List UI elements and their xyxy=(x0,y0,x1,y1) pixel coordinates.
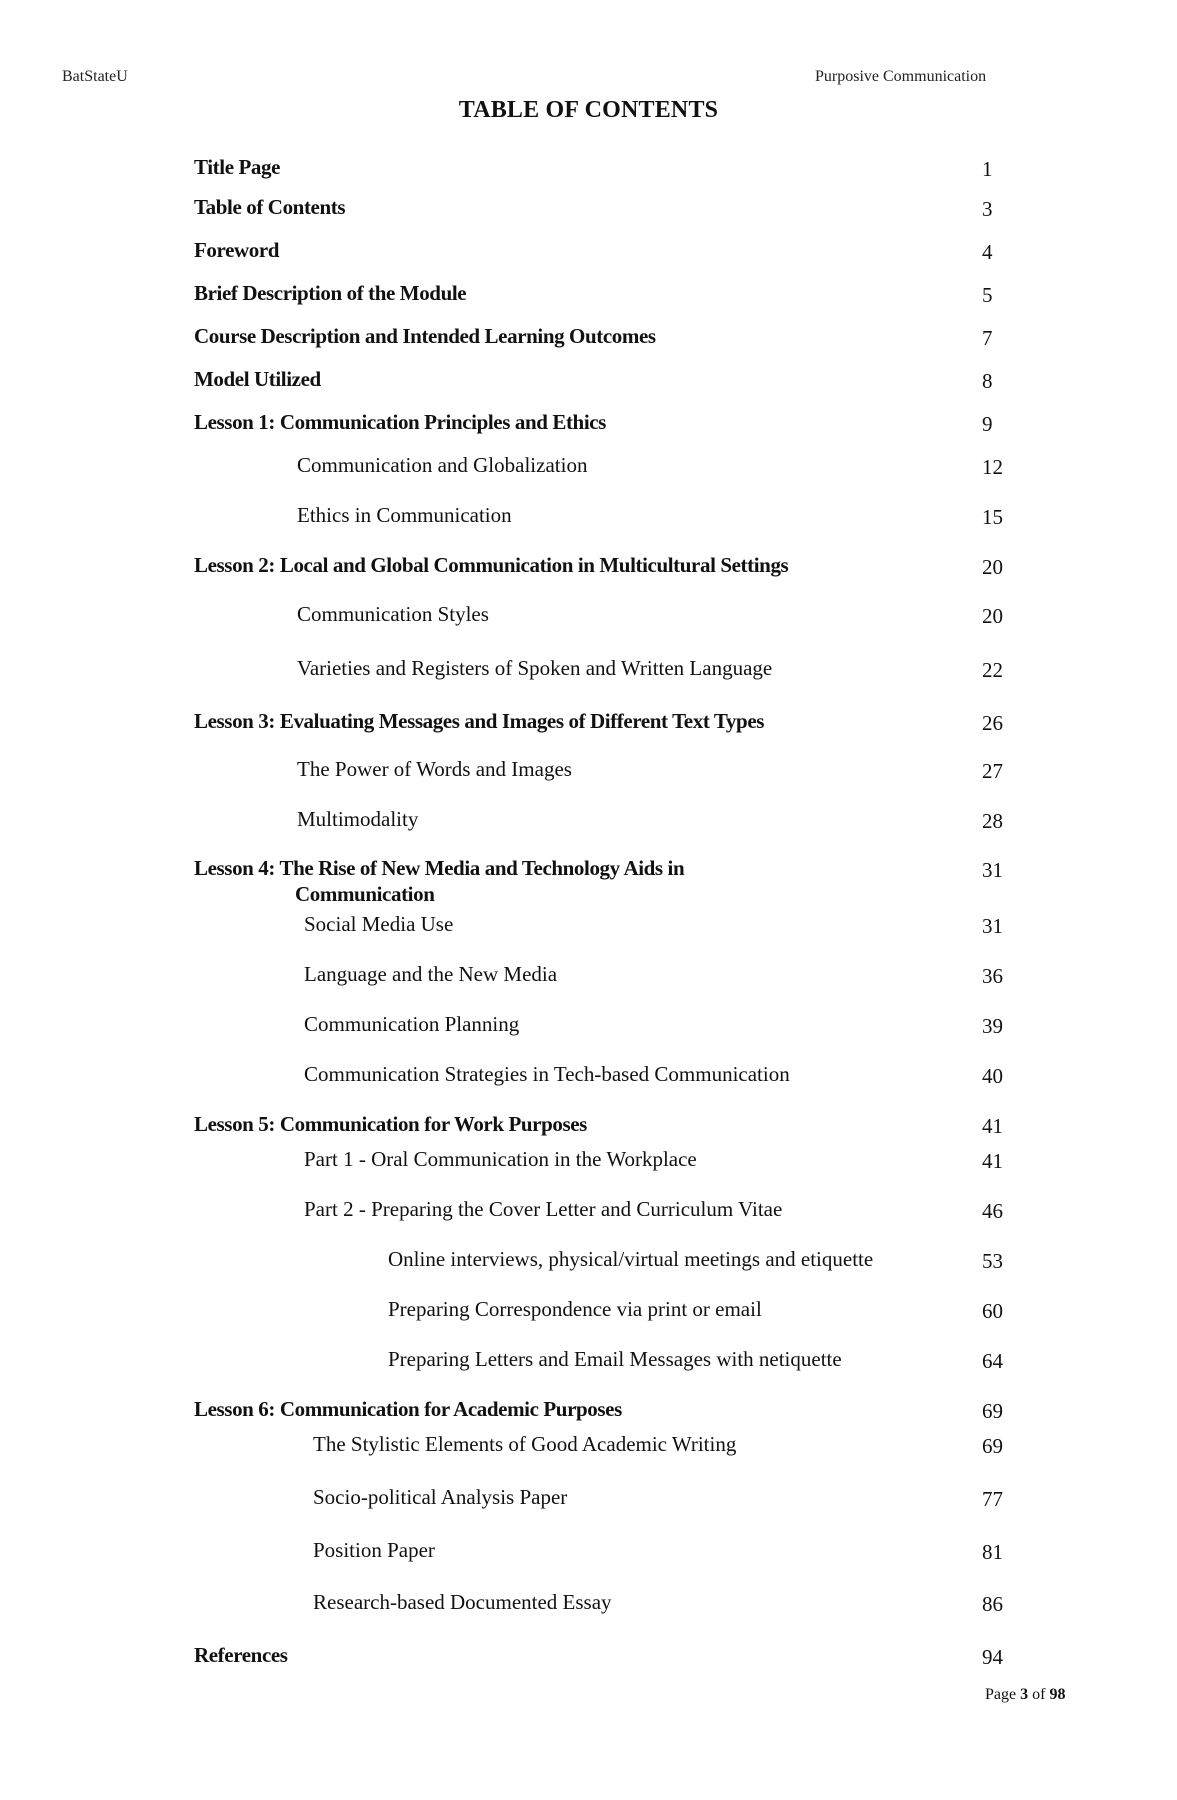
toc-entry-label: Foreword xyxy=(194,238,280,262)
page-title: TABLE OF CONTENTS xyxy=(458,97,719,123)
toc-entry-page: 39 xyxy=(982,1014,1003,1038)
toc-entry-label: Course Description and Intended Learning Outcomes xyxy=(194,324,656,348)
toc-entry-page: 86 xyxy=(982,1592,1003,1616)
toc-entry-page: 3 xyxy=(982,197,993,221)
toc-subentry[interactable] xyxy=(0,1589,1177,1619)
toc-entry-course-description[interactable] xyxy=(0,323,1177,353)
toc-entry-label: Varieties and Registers of Spoken and Written Language xyxy=(297,656,773,680)
toc-entry-page: 28 xyxy=(982,809,1003,833)
toc-subentry[interactable] xyxy=(0,452,1177,482)
toc-entry-page: 22 xyxy=(982,658,1003,682)
toc-entry-lesson-6[interactable] xyxy=(0,1396,1177,1426)
page-total: 98 xyxy=(1049,1686,1066,1703)
toc-entry-label: Research-based Documented Essay xyxy=(313,1590,612,1614)
toc-entry-page: 1 xyxy=(982,157,993,181)
toc-entry-label: The Power of Words and Images xyxy=(297,757,572,781)
page-label: Page xyxy=(985,1686,1017,1703)
toc-entry-page: 27 xyxy=(982,759,1003,783)
toc-subsubentry[interactable] xyxy=(0,1296,1177,1326)
toc-entry-label: Communication Styles xyxy=(297,602,489,626)
toc-entry-title-page[interactable] xyxy=(0,154,1177,184)
toc-entry-page: 5 xyxy=(982,283,993,307)
toc-entry-label: Lesson 3: Evaluating Messages and Images of Different Text Types xyxy=(194,709,765,733)
toc-entry-label: Table of Contents xyxy=(194,195,346,219)
toc-subentry[interactable] xyxy=(0,1484,1177,1514)
toc-entry-label: Communication and Globalization xyxy=(297,453,588,477)
header-right: Purposive Communication xyxy=(815,68,987,85)
toc-entry-label: Part 1 - Oral Communication in the Workplace xyxy=(304,1147,697,1171)
toc-entry-label: Social Media Use xyxy=(304,912,454,936)
toc-entry-foreword[interactable] xyxy=(0,237,1177,267)
toc-entry-page: 41 xyxy=(982,1149,1003,1173)
toc-entry-page: 53 xyxy=(982,1249,1003,1273)
toc-entry-label: Lesson 5: Communication for Work Purposes xyxy=(194,1112,587,1136)
toc-entry-lesson-5[interactable] xyxy=(0,1111,1177,1141)
toc-entry-table-of-contents[interactable] xyxy=(0,194,1177,224)
toc-entry-page: 69 xyxy=(982,1399,1003,1423)
toc-entry-label: Communication Planning xyxy=(304,1012,520,1036)
toc-entry-page: 8 xyxy=(982,369,993,393)
toc-entry-label: References xyxy=(194,1643,288,1667)
toc-entry-lesson-1[interactable] xyxy=(0,409,1177,439)
toc-entry-page: 9 xyxy=(982,412,993,436)
toc-entry-page: 60 xyxy=(982,1299,1003,1323)
toc-entry-page: 77 xyxy=(982,1487,1003,1511)
toc-entry-label: Preparing Correspondence via print or email xyxy=(388,1297,762,1321)
toc-entry-page: 46 xyxy=(982,1199,1003,1223)
toc-subentry[interactable] xyxy=(0,756,1177,786)
toc-entry-label: The Stylistic Elements of Good Academic Writing xyxy=(313,1432,737,1456)
page-number-footer xyxy=(985,1686,1065,1704)
toc-entry-label: Lesson 1: Communication Principles and Ethics xyxy=(194,410,606,434)
toc-entry-label: Multimodality xyxy=(297,807,419,831)
toc-entry-page: 40 xyxy=(982,1064,1003,1088)
page-of: of xyxy=(1032,1686,1046,1703)
toc-subentry[interactable] xyxy=(0,1537,1177,1567)
toc-subentry[interactable] xyxy=(0,1196,1177,1226)
toc-subentry[interactable] xyxy=(0,502,1177,532)
toc-entry-label: Language and the New Media xyxy=(304,962,558,986)
toc-entry-label: Communication Strategies in Tech-based Communication xyxy=(304,1062,790,1086)
toc-subentry[interactable] xyxy=(0,1061,1177,1091)
toc-entry-label: Position Paper xyxy=(313,1538,435,1562)
toc-entry-page: 31 xyxy=(982,858,1003,882)
toc-subentry[interactable] xyxy=(0,601,1177,631)
toc-subentry[interactable] xyxy=(0,806,1177,836)
toc-entry-page: 69 xyxy=(982,1434,1003,1458)
toc-subentry[interactable] xyxy=(0,655,1177,685)
toc-subsubentry[interactable] xyxy=(0,1346,1177,1376)
toc-entry-page: 4 xyxy=(982,240,993,264)
toc-entry-lesson-4[interactable] xyxy=(0,855,1177,906)
toc-entry-model-utilized[interactable] xyxy=(0,366,1177,396)
toc-entry-brief-description[interactable] xyxy=(0,280,1177,310)
toc-entry-lesson-3[interactable] xyxy=(0,708,1177,738)
toc-subentry[interactable] xyxy=(0,1431,1177,1461)
toc-entry-label: Lesson 4: The Rise of New Media and Technology Aids in xyxy=(194,856,685,880)
toc-entry-label: Part 2 - Preparing the Cover Letter and Curriculum Vitae xyxy=(304,1197,783,1221)
toc-subentry[interactable] xyxy=(0,961,1177,991)
toc-entry-references[interactable] xyxy=(0,1642,1177,1672)
toc-subentry[interactable] xyxy=(0,1011,1177,1041)
toc-entry-label-continuation: Communication xyxy=(295,882,435,906)
toc-entry-label: Title Page xyxy=(194,155,281,179)
toc-entry-page: 26 xyxy=(982,711,1003,735)
toc-entry-page: 94 xyxy=(982,1645,1003,1669)
toc-entry-page: 20 xyxy=(982,555,1003,579)
toc-entry-page: 20 xyxy=(982,604,1003,628)
toc-entry-page: 31 xyxy=(982,914,1003,938)
page-current: 3 xyxy=(1020,1686,1029,1703)
toc-entry-page: 12 xyxy=(982,455,1003,479)
toc-entry-label: Ethics in Communication xyxy=(297,503,512,527)
toc-entry-page: 15 xyxy=(982,505,1003,529)
toc-entry-page: 64 xyxy=(982,1349,1003,1373)
toc-entry-lesson-2[interactable] xyxy=(0,552,1177,582)
toc-subentry[interactable] xyxy=(0,911,1177,941)
toc-entry-label: Socio-political Analysis Paper xyxy=(313,1485,568,1509)
toc-entry-label: Brief Description of the Module xyxy=(194,281,467,305)
toc-entry-label: Lesson 2: Local and Global Communication in Multicultural Settings xyxy=(194,553,789,577)
toc-subsubentry[interactable] xyxy=(0,1246,1177,1276)
toc-entry-label: Lesson 6: Communication for Academic Purposes xyxy=(194,1397,622,1421)
header-left: BatStateU xyxy=(62,68,128,85)
toc-entry-label: Model Utilized xyxy=(194,367,321,391)
toc-entry-page: 41 xyxy=(982,1114,1003,1138)
toc-entry-page: 81 xyxy=(982,1540,1003,1564)
toc-entry-page: 36 xyxy=(982,964,1003,988)
toc-entry-page: 7 xyxy=(982,326,993,350)
toc-entry-label: Preparing Letters and Email Messages with netiquette xyxy=(388,1347,842,1371)
toc-entry-label: Online interviews, physical/virtual meetings and etiquette xyxy=(388,1247,874,1271)
toc-subentry[interactable] xyxy=(0,1146,1177,1176)
